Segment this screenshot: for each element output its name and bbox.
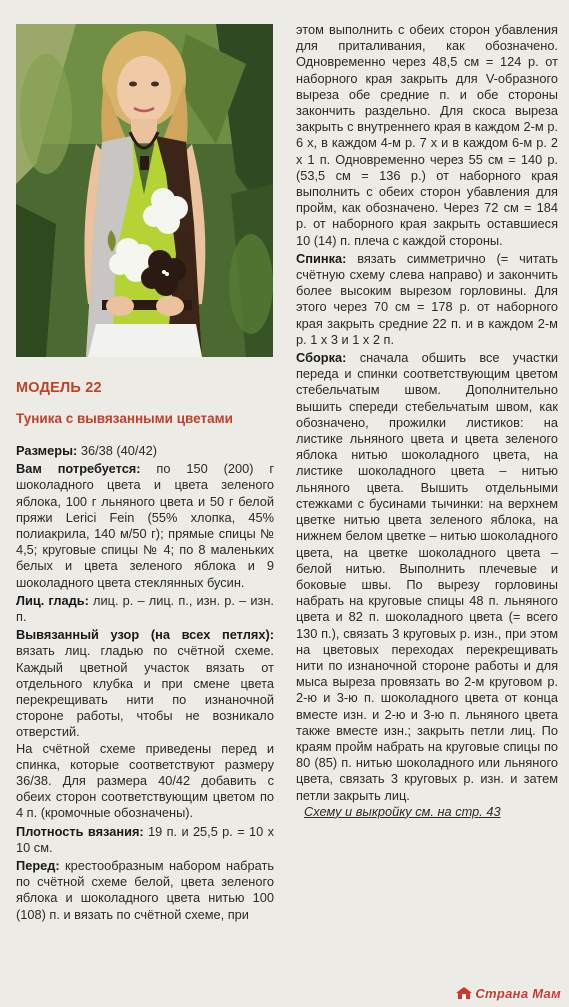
text-materials: по 150 (200) г шоколадного цвета и цвета зеленого яблока, 100 г льняного цвета и 50 г белой пряжи Lerici Fein (55% хлопка, 45% полиакрила, 140 м/50 г); прямые спицы № 4,5; круговые спицы № 4; по 8 маленьких белых и цвета зеленого яблока и 9 шоколадного цвета стеклянных бусин.	[16, 461, 274, 590]
model-subtitle: Туника с вывязанными цветами	[16, 411, 233, 426]
label-materials: Вам потребуется:	[16, 461, 141, 477]
paragraph-materials	[16, 461, 274, 591]
label-gauge: Плотность вязания:	[16, 823, 144, 839]
paragraph-back	[296, 251, 558, 348]
label-sizes: Размеры:	[16, 443, 78, 458]
label-back: Спинка:	[296, 250, 347, 266]
text-pattern: вязать лиц. гладью по счётной схеме. Каждый цветной участок вязать от отдельного клубка и при смене цвета перекрещивать нити по изнаночной стороне работы, чтобы не возникало отверстий.	[16, 643, 274, 740]
text-assembly: сначала обшить все участки переда и спинки соответствующим цветом стебельчатым швом. Дополнительно вышить спереди стебельчатым швом, как обозначено, прожилки листиков: на листике льняного цвета и цвета зеленого яблока нитью шоколадного цвета, на листике шоколадного цвета – нитью льняного цвета. Вышить отдельными стежками с бусинами тычинки: на верхнем цветке нитью цвета зеленого яблока, на нижнем белом цветке – нитью шоколадного цвета, на цветке шоколадного цвета – белой нитью. Выполнить плечевые и боковые швы. По вырезу горловины набрать на круговые спицы 48 п. льняного цвета и 82 п. шоколадного цвета (= всего 130 п.), связать 3 круговых р. изн., при этом на цветовых переходах перекрещивать нити по изнаночной стороне работы и для мыса выреза провязать во 2-м круговом р. 2-ю и 3-ю п. шоколадного цвета от конца вместе изн. и 2-ю и 3-ю п. льняного цвета также вместе изн.; закрыть петли лиц. По краям пройм набрать на круговые спицы по 80 (85) п. нитью шоколадного или льняного цвета, связать 3 круговых р. изн. и затем петли закрыть лиц.	[296, 350, 558, 803]
model-title: МОДЕЛЬ 22	[16, 380, 102, 396]
text-front: крестообразным набором набрать по счётной схеме белой, цвета зеленого яблока и шоколадного цвета нитью 100 (108) п. и вязать по счётной схеме, при	[16, 858, 274, 922]
house-icon	[455, 986, 473, 1000]
label-stockinette: Лиц. гладь:	[16, 592, 89, 608]
model-photo-illustration	[16, 24, 273, 357]
text-sizes: 36/38 (40/42)	[77, 443, 157, 458]
paragraph-sizes	[16, 443, 274, 459]
paragraph-gauge	[16, 824, 274, 856]
text-front-continued: этом выполнить с обеих сторон убавления для приталивания, как обозначено. Одновременно через 48,5 см = 124 р. от наборного края закрыть для V-образного выреза обе средние п. и обе стороны закончить раздельно. Для скоса выреза закрыть с внутреннего края в каждом 2-м р. 6 х, в каждом 4-м р. 7 х и в каждом 6-м р. 2 х 1 п. Одновременно через 55 см = 140 р. (53,5 см = 136 р.) от наборного края выполнить с обеих сторон убавления для пройм, как обозначено. Через 72 см = 184 р. от наборного края закрыть оставшиеся 10 (14) п. плеча с каждой стороны.	[296, 22, 558, 248]
right-column	[296, 22, 558, 820]
watermark	[455, 986, 561, 1001]
paragraph-front	[16, 858, 274, 923]
label-assembly: Сборка:	[296, 350, 347, 366]
text-chart-note: На счётной схеме приведены перед и спинка, которые соответствуют размеру 36/38. Для размера 40/42 добавить с обеих сторон соответствующим цветом по 4 п. (кромочные обозначены).	[16, 740, 274, 821]
text-stockinette: лиц. р. – лиц. п., изн. р. – изн. п.	[16, 592, 274, 625]
model-photo	[16, 24, 273, 357]
see-chart-note: Схему и выкройку см. на стр. 43	[304, 803, 501, 819]
label-front: Перед:	[16, 858, 60, 874]
paragraph-stockinette	[16, 593, 274, 625]
label-pattern: Вывязанный узор (на всех петлях):	[16, 627, 274, 643]
watermark-text: Страна Мам	[475, 986, 561, 1001]
paragraph-chart-note	[16, 741, 274, 822]
paragraph-pattern	[16, 627, 274, 740]
text-gauge: 19 п. и 25,5 р. = 10 х 10 см.	[16, 823, 274, 855]
paragraph-front-continued	[296, 22, 558, 249]
left-column	[16, 372, 274, 923]
text-back: вязать симметрично (= читать счётную схему слева направо) и закончить более высоким вырезом горловины. Для этого через 70 см = 178 р. от наборного края закрыть средние 22 п. и в каждом 2-м р. 1 х 3 и 1 х 2 п.	[296, 250, 558, 347]
paragraph-assembly	[296, 350, 558, 804]
